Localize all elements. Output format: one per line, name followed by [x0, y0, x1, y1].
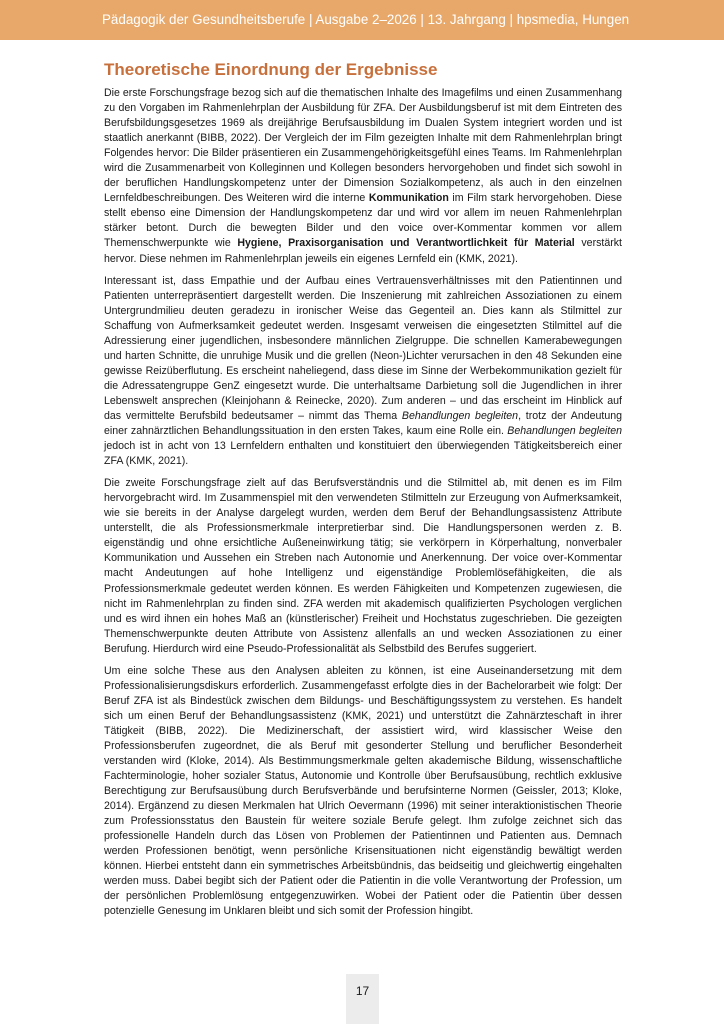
paragraph-2-text-b: , trotz der Andeutung einer zahnärztlichen Behandlungssituation in den ersten Takes, kaum eine Rolle ein. — [104, 409, 622, 438]
paragraph-2-italic-2: Behandlungen begleiten — [507, 425, 622, 438]
paragraph-2 — [104, 274, 622, 470]
paragraph-2-text-c: jedoch ist in acht von 13 Lernfeldern enthalten und konstituiert den überwiegenden Tätigkeitsbereich einer ZFA (KMK, 2021). — [104, 440, 622, 468]
paragraph-1-text-a: Die erste Forschungsfrage bezog sich auf die thematischen Inhalte des Imagefilms und einen Zusammenhang zu den Vorgaben im Rahmenlehrplan der Ausbildung für ZFA. Der Ausbildungsberuf ist mit dem Eintreten des Berufsbildungsgesetzes 1969 als dreijährige Berufsausbildung im Dualen System integriert worden und ist staatlich anerkannt (BIBB, 2022). Der Vergleich der im Film gezeigten Inhalte mit dem Rahmenlehrplan bringt Folgendes hervor: Die Bilder präsentieren ein Zusammengehörigkeitsgefühl eines Teams. Im Rahmenlehrplan wird die Zusammenarbeit von Kolleginnen und Kollegen besonders hervorgehoben und findet sich sowohl in der beruflichen Handlungskompetenz unter der Dimension Sozialkompetenz, als auch in den einzelnen Lernfeldbeschreibungen. Des Weiteren wird die interne — [104, 87, 622, 205]
paragraph-3: Die zweite Forschungsfrage zielt auf das Berufsverständnis und die Stilmittel ab, mit denen es im Film hervorgebracht wird. Im Zusammenspiel mit den verwendeten Stilmitteln zur Erzeugung von Aufmerksamkeit, wie sie bereits in der Analyse dargelegt wurden, werden dem Beruf der Behandlungsassistenz Attribute unterstellt, die als Professionsmerkmale interpretierbar sind. Die Handlungspersonen werden z. B. eigenständig und ohne ersichtliche Außeneinwirkung tätig; sie verkörpern in Körperhaltung, nonverbaler Kommunikation und Aussehen ein Streben nach Autonomie und Anerkennung. Der voice over-Kommentar macht Andeutungen auf hohe Intelligenz und eigenständige Problemlösefähigkeiten, die als Professionsmerkmale gedeutet werden können. Es werden Fähigkeiten und Kompetenzen zugewiesen, die nicht im Rahmenlehrplan zu finden sind. ZFA werden mit akademisch qualifizierten Psychologen verglichen und es wird ihnen ein hohes Maß an (künstlerischer) Freiheit und Hochstatus zugeschrieben. Die gezeigten Themenschwerpunkte deuten Attribute von Assistenz allenfalls an und wecken Assoziationen zu einer Berufung. Hierdurch wird eine Pseudo-Professionalität als Selbstbild des Berufes suggeriert. — [104, 477, 622, 655]
paragraph-4: Um eine solche These aus den Analysen ableiten zu können, ist eine Auseinandersetzung mit dem Professionalisierungsdiskurs erforderlich. Zusammengefasst erfolgte dies in der Bachelorarbeit wie folgt: Der Beruf ZFA ist als Bindestück zwischen dem Bildungs- und Beschäftigungssystem zu verstehen. Es handelt sich um einen Beruf der Behandlungsassistenz (KMK, 2021) und unterstützt die Zahnärzteschaft in ihrer Tätigkeit (BIBB, 2022). Die Medizinerschaft, der assistiert wird, wird klassischer Weise den Professionsberufen zugeordnet, die als Beruf mit gesonderter Stellung und beruflicher Besonderheit verstanden wird (Kloke, 2014). Als Bestimmungsmerkmale gelten akademische Bildung, wissenschaftliche Fachterminologie, hoher sozialer Status, Autonomie und Kontrolle über Berufsausübung, rechtlich exklusive Berechtigung zur Berufsausübung durch Berufsverbände und berufsinterne Normen (Geissler, 2013; Kloke, 2014). Ergänzend zu diesen Merkmalen hat Ulrich Oevermann (1996) mit seiner interaktionistischen Theorie zum Professionsstatus den Baustein für weitere soziale Berufe gelegt. Ihm zufolge zeichnet sich das professionelle Handeln durch das Lösen von Problemen der Patientinnen und Patienten aus. Demnach werden Professionen benötigt, wenn persönliche Krisensituationen nicht eigenständig bewältigt werden können. Hierbei entsteht dann ein symmetrisches Arbeitsbündnis, das beidseitig und gleichwertig eingehalten werden muss. Dabei begibt sich der Patient oder die Patientin in die volle Verantwortung der Profession, um der persönlichen Problemlösung entgegenzuwirken. Wobei der Patient oder die Patientin über dessen potenzielle Genesung im Unklaren bleibt und sich somit der Profession hingibt. — [104, 664, 622, 918]
section-heading: Theoretische Einordnung der Ergebnisse — [104, 60, 438, 79]
journal-header-text: Pädagogik der Gesundheitsberufe | Ausgabe 2–2026 | 13. Jahrgang | hpsmedia, Hungen — [102, 12, 630, 27]
paragraph-1-bold-kommunikation: Kommunikation — [368, 192, 449, 205]
paragraph-1-text-d: verstärkt hervor. Diese nehmen im Rahmenlehrplan jeweils ein eigenes Lernfeld ein (KMK, 2021). — [104, 237, 622, 265]
page-number-box — [346, 974, 379, 1024]
article-body — [104, 59, 622, 927]
paragraph-2-italic-1: Behandlungen begleiten — [401, 409, 519, 422]
page-number: 17 — [355, 984, 370, 998]
paragraph-2-text-a: Interessant ist, dass Empathie und der Aufbau eines Vertrauensverhältnisses mit den Patientinnen und Patienten unterrepräsentiert dargestellt werden. Die Inszenierung mit zahlreichen Assoziationen zu einem Untergrundmilieu deuten geradezu in ironischer Weise das Gegenteil an. Dies kann als Stilmittel zur Schaffung von Aufmerksamkeit gedeutet werden. Insgesamt verweisen die eingesetzten Stilmittel auf die Adressierung einer jugendlichen, insbesondere männlichen Zielgruppe. Die schnellen Kamerabewegungen und harten Schnitte, die unruhige Musik und die grellen (Neon-)Lichter verursachen in den 48 Sekunden eine gewisse Reizüberflutung. Es erscheint naheliegend, dass diese im Sinne der Werbekommunikation gezielt für die Adressatengruppe GenZ eingesetzt wurde. Die unterhaltsame Darbietung soll die Jugendlichen in ihrer Lebenswelt ansprechen (Kleinjohann & Reinecke, 2020). Zum anderen – und das erscheint im Hinblick auf das vermittelte Berufsbild bedeutsamer – nimmt das Thema — [104, 274, 622, 422]
paragraph-1-text-c: im Film stark hervorgehoben. Diese stellt ebenso eine Dimension der Handlungskompetenz dar und wird vor allem im neuen Rahmenlehrplan stärker betont. Durch die bewegten Bilder und den voice over-Kommentar kommen vor allem Themenschwerpunkte wie — [104, 192, 622, 250]
journal-header — [0, 0, 724, 40]
paragraph-1 — [104, 86, 622, 267]
paragraph-1-bold-themen: Hygiene, Praxisorganisation und Verantwortlichkeit für Material — [237, 237, 575, 250]
